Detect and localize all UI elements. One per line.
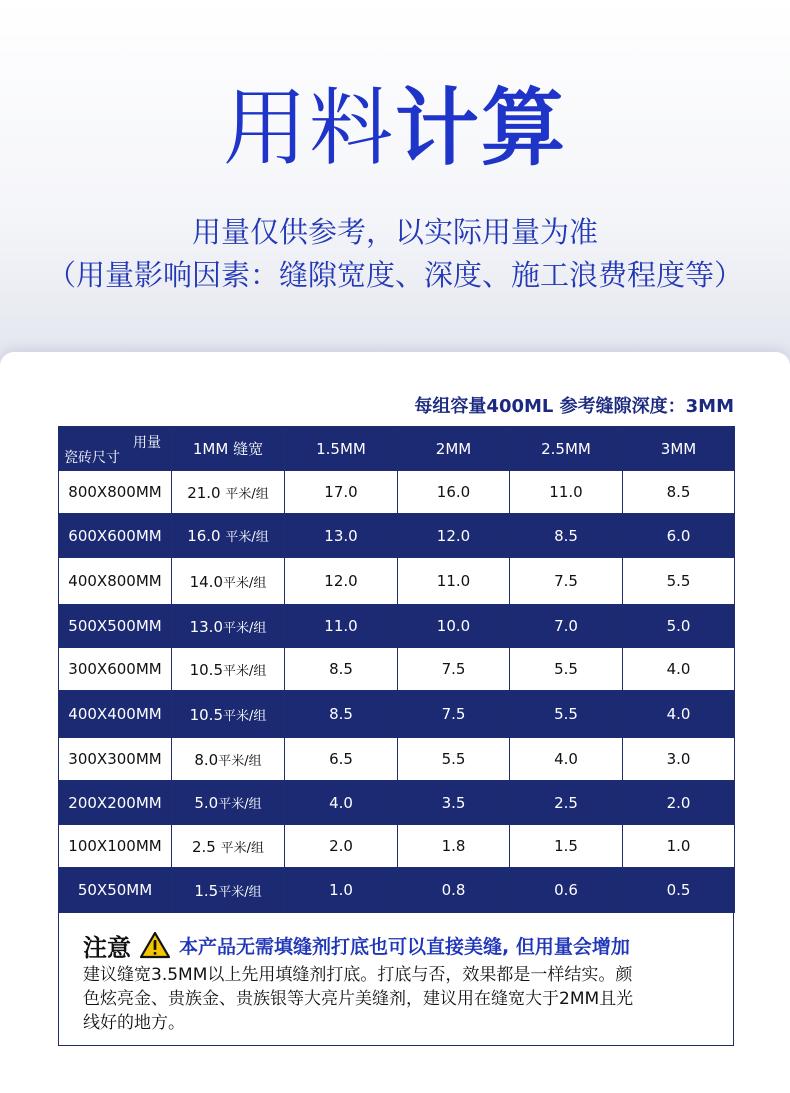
value-cell: 6.5 bbox=[285, 738, 398, 781]
table-row bbox=[59, 648, 735, 691]
page-title bbox=[0, 78, 790, 178]
area-cell bbox=[172, 691, 285, 738]
value-cell: 16.0 bbox=[398, 471, 510, 514]
column-header: 1MM 缝宽 bbox=[172, 427, 285, 471]
area-value: 21.0 bbox=[187, 483, 221, 502]
value-cell: 13.0 bbox=[285, 514, 398, 558]
value-cell: 12.0 bbox=[398, 514, 510, 558]
value-cell: 5.0 bbox=[623, 605, 735, 648]
usage-table bbox=[58, 426, 735, 913]
column-header: 1.5MM bbox=[285, 427, 398, 471]
table-header-row bbox=[59, 427, 735, 471]
value-cell: 11.0 bbox=[398, 558, 510, 605]
area-value: 10.5 bbox=[189, 705, 223, 724]
subtitle-line1: 用量仅供参考，以实际用量为准 bbox=[191, 215, 598, 249]
tile-size-cell: 100X100MM bbox=[59, 825, 172, 868]
area-cell bbox=[172, 781, 285, 825]
notice-body-line: 线好的地方。 bbox=[83, 1013, 185, 1033]
value-cell: 3.0 bbox=[623, 738, 735, 781]
subtitle-line2: （用量影响因素：缝隙宽度、深度、施工浪费程度等） bbox=[46, 258, 743, 292]
area-cell bbox=[172, 514, 285, 558]
area-cell bbox=[172, 825, 285, 868]
area-value: 1.5 bbox=[194, 881, 219, 900]
area-unit: 平米/组 bbox=[218, 753, 262, 769]
table-row bbox=[59, 558, 735, 605]
area-unit: 平米/组 bbox=[218, 884, 262, 900]
value-cell: 8.5 bbox=[285, 691, 398, 738]
notice-label: 注意 bbox=[83, 933, 131, 962]
value-cell: 0.8 bbox=[398, 868, 510, 913]
area-cell bbox=[172, 605, 285, 648]
value-cell: 4.0 bbox=[623, 691, 735, 738]
value-cell: 7.5 bbox=[510, 558, 623, 605]
value-cell: 7.5 bbox=[398, 691, 510, 738]
area-value: 8.0 bbox=[194, 750, 219, 769]
table-corner-header bbox=[59, 427, 172, 471]
notice-header bbox=[83, 929, 711, 961]
tile-size-cell: 50X50MM bbox=[59, 868, 172, 913]
table-row bbox=[59, 514, 735, 558]
corner-usage-label: 用量 bbox=[133, 435, 161, 451]
area-value: 2.5 bbox=[191, 837, 216, 856]
notice-body-line: 建议缝宽3.5MM以上先用填缝剂打底。打底与否，效果都是一样结实。颜 bbox=[83, 965, 633, 985]
tile-size-cell: 600X600MM bbox=[59, 514, 172, 558]
table-row bbox=[59, 781, 735, 825]
area-unit: 平米/组 bbox=[223, 620, 267, 636]
value-cell: 4.0 bbox=[623, 648, 735, 691]
value-cell: 5.5 bbox=[510, 691, 623, 738]
value-cell: 17.0 bbox=[285, 471, 398, 514]
value-cell: 8.5 bbox=[285, 648, 398, 691]
value-cell: 5.5 bbox=[398, 738, 510, 781]
table-row bbox=[59, 738, 735, 781]
area-unit: 平米/组 bbox=[223, 575, 267, 591]
value-cell: 8.5 bbox=[510, 514, 623, 558]
value-cell: 4.0 bbox=[510, 738, 623, 781]
tile-size-cell: 800X800MM bbox=[59, 471, 172, 514]
value-cell: 2.5 bbox=[510, 781, 623, 825]
value-cell: 1.0 bbox=[623, 825, 735, 868]
area-unit: 平米/组 bbox=[218, 797, 262, 812]
area-value: 10.5 bbox=[189, 660, 223, 679]
area-value: 14.0 bbox=[189, 572, 223, 591]
area-value: 13.0 bbox=[189, 617, 223, 636]
value-cell: 11.0 bbox=[510, 471, 623, 514]
notice-body bbox=[83, 963, 711, 1035]
area-unit: 平米/组 bbox=[225, 486, 269, 502]
value-cell: 1.5 bbox=[510, 825, 623, 868]
area-value: 5.0 bbox=[194, 794, 219, 812]
column-header: 2.5MM bbox=[510, 427, 623, 471]
page-title-part2: 计算 bbox=[395, 79, 568, 177]
tile-size-cell: 400X400MM bbox=[59, 691, 172, 738]
value-cell: 8.5 bbox=[623, 471, 735, 514]
area-cell bbox=[172, 868, 285, 913]
capacity-info: 每组容量400ML 参考缝隙深度：3MM bbox=[414, 396, 734, 417]
value-cell: 10.0 bbox=[398, 605, 510, 648]
value-cell: 0.5 bbox=[623, 868, 735, 913]
area-unit: 平米/组 bbox=[225, 530, 269, 545]
area-cell bbox=[172, 648, 285, 691]
value-cell: 7.0 bbox=[510, 605, 623, 648]
notice-box bbox=[58, 913, 734, 1046]
value-cell: 3.5 bbox=[398, 781, 510, 825]
tile-size-cell: 200X200MM bbox=[59, 781, 172, 825]
notice-body-line: 色炫亮金、贵族金、贵族银等大亮片美缝剂，建议用在缝宽大于2MM且光 bbox=[83, 989, 634, 1009]
tile-size-cell: 400X800MM bbox=[59, 558, 172, 605]
area-unit: 平米/组 bbox=[220, 840, 265, 856]
value-cell: 11.0 bbox=[285, 605, 398, 648]
value-cell: 12.0 bbox=[285, 558, 398, 605]
area-cell bbox=[172, 738, 285, 781]
area-value: 16.0 bbox=[187, 527, 221, 545]
corner-tile-size-label: 瓷砖尺寸 bbox=[64, 450, 120, 466]
area-cell bbox=[172, 471, 285, 514]
table-row bbox=[59, 471, 735, 514]
table-row bbox=[59, 825, 735, 868]
column-header: 2MM bbox=[398, 427, 510, 471]
table-row bbox=[59, 605, 735, 648]
warning-triangle-icon bbox=[139, 931, 171, 959]
page-title-part1: 用料 bbox=[222, 79, 395, 177]
tile-size-cell: 300X300MM bbox=[59, 738, 172, 781]
value-cell: 7.5 bbox=[398, 648, 510, 691]
value-cell: 4.0 bbox=[285, 781, 398, 825]
value-cell: 5.5 bbox=[623, 558, 735, 605]
area-cell bbox=[172, 558, 285, 605]
area-unit: 平米/组 bbox=[223, 663, 267, 679]
value-cell: 2.0 bbox=[623, 781, 735, 825]
area-unit: 平米/组 bbox=[223, 708, 267, 724]
column-header: 3MM bbox=[623, 427, 735, 471]
value-cell: 1.8 bbox=[398, 825, 510, 868]
tile-size-cell: 500X500MM bbox=[59, 605, 172, 648]
value-cell: 1.0 bbox=[285, 868, 398, 913]
value-cell: 0.6 bbox=[510, 868, 623, 913]
value-cell: 2.0 bbox=[285, 825, 398, 868]
notice-highlight: 本产品无需填缝剂打底也可以直接美缝, 但用量会增加 bbox=[179, 935, 630, 958]
tile-size-cell: 300X600MM bbox=[59, 648, 172, 691]
table-row bbox=[59, 868, 735, 913]
value-cell: 6.0 bbox=[623, 514, 735, 558]
value-cell: 5.5 bbox=[510, 648, 623, 691]
table-row bbox=[59, 691, 735, 738]
